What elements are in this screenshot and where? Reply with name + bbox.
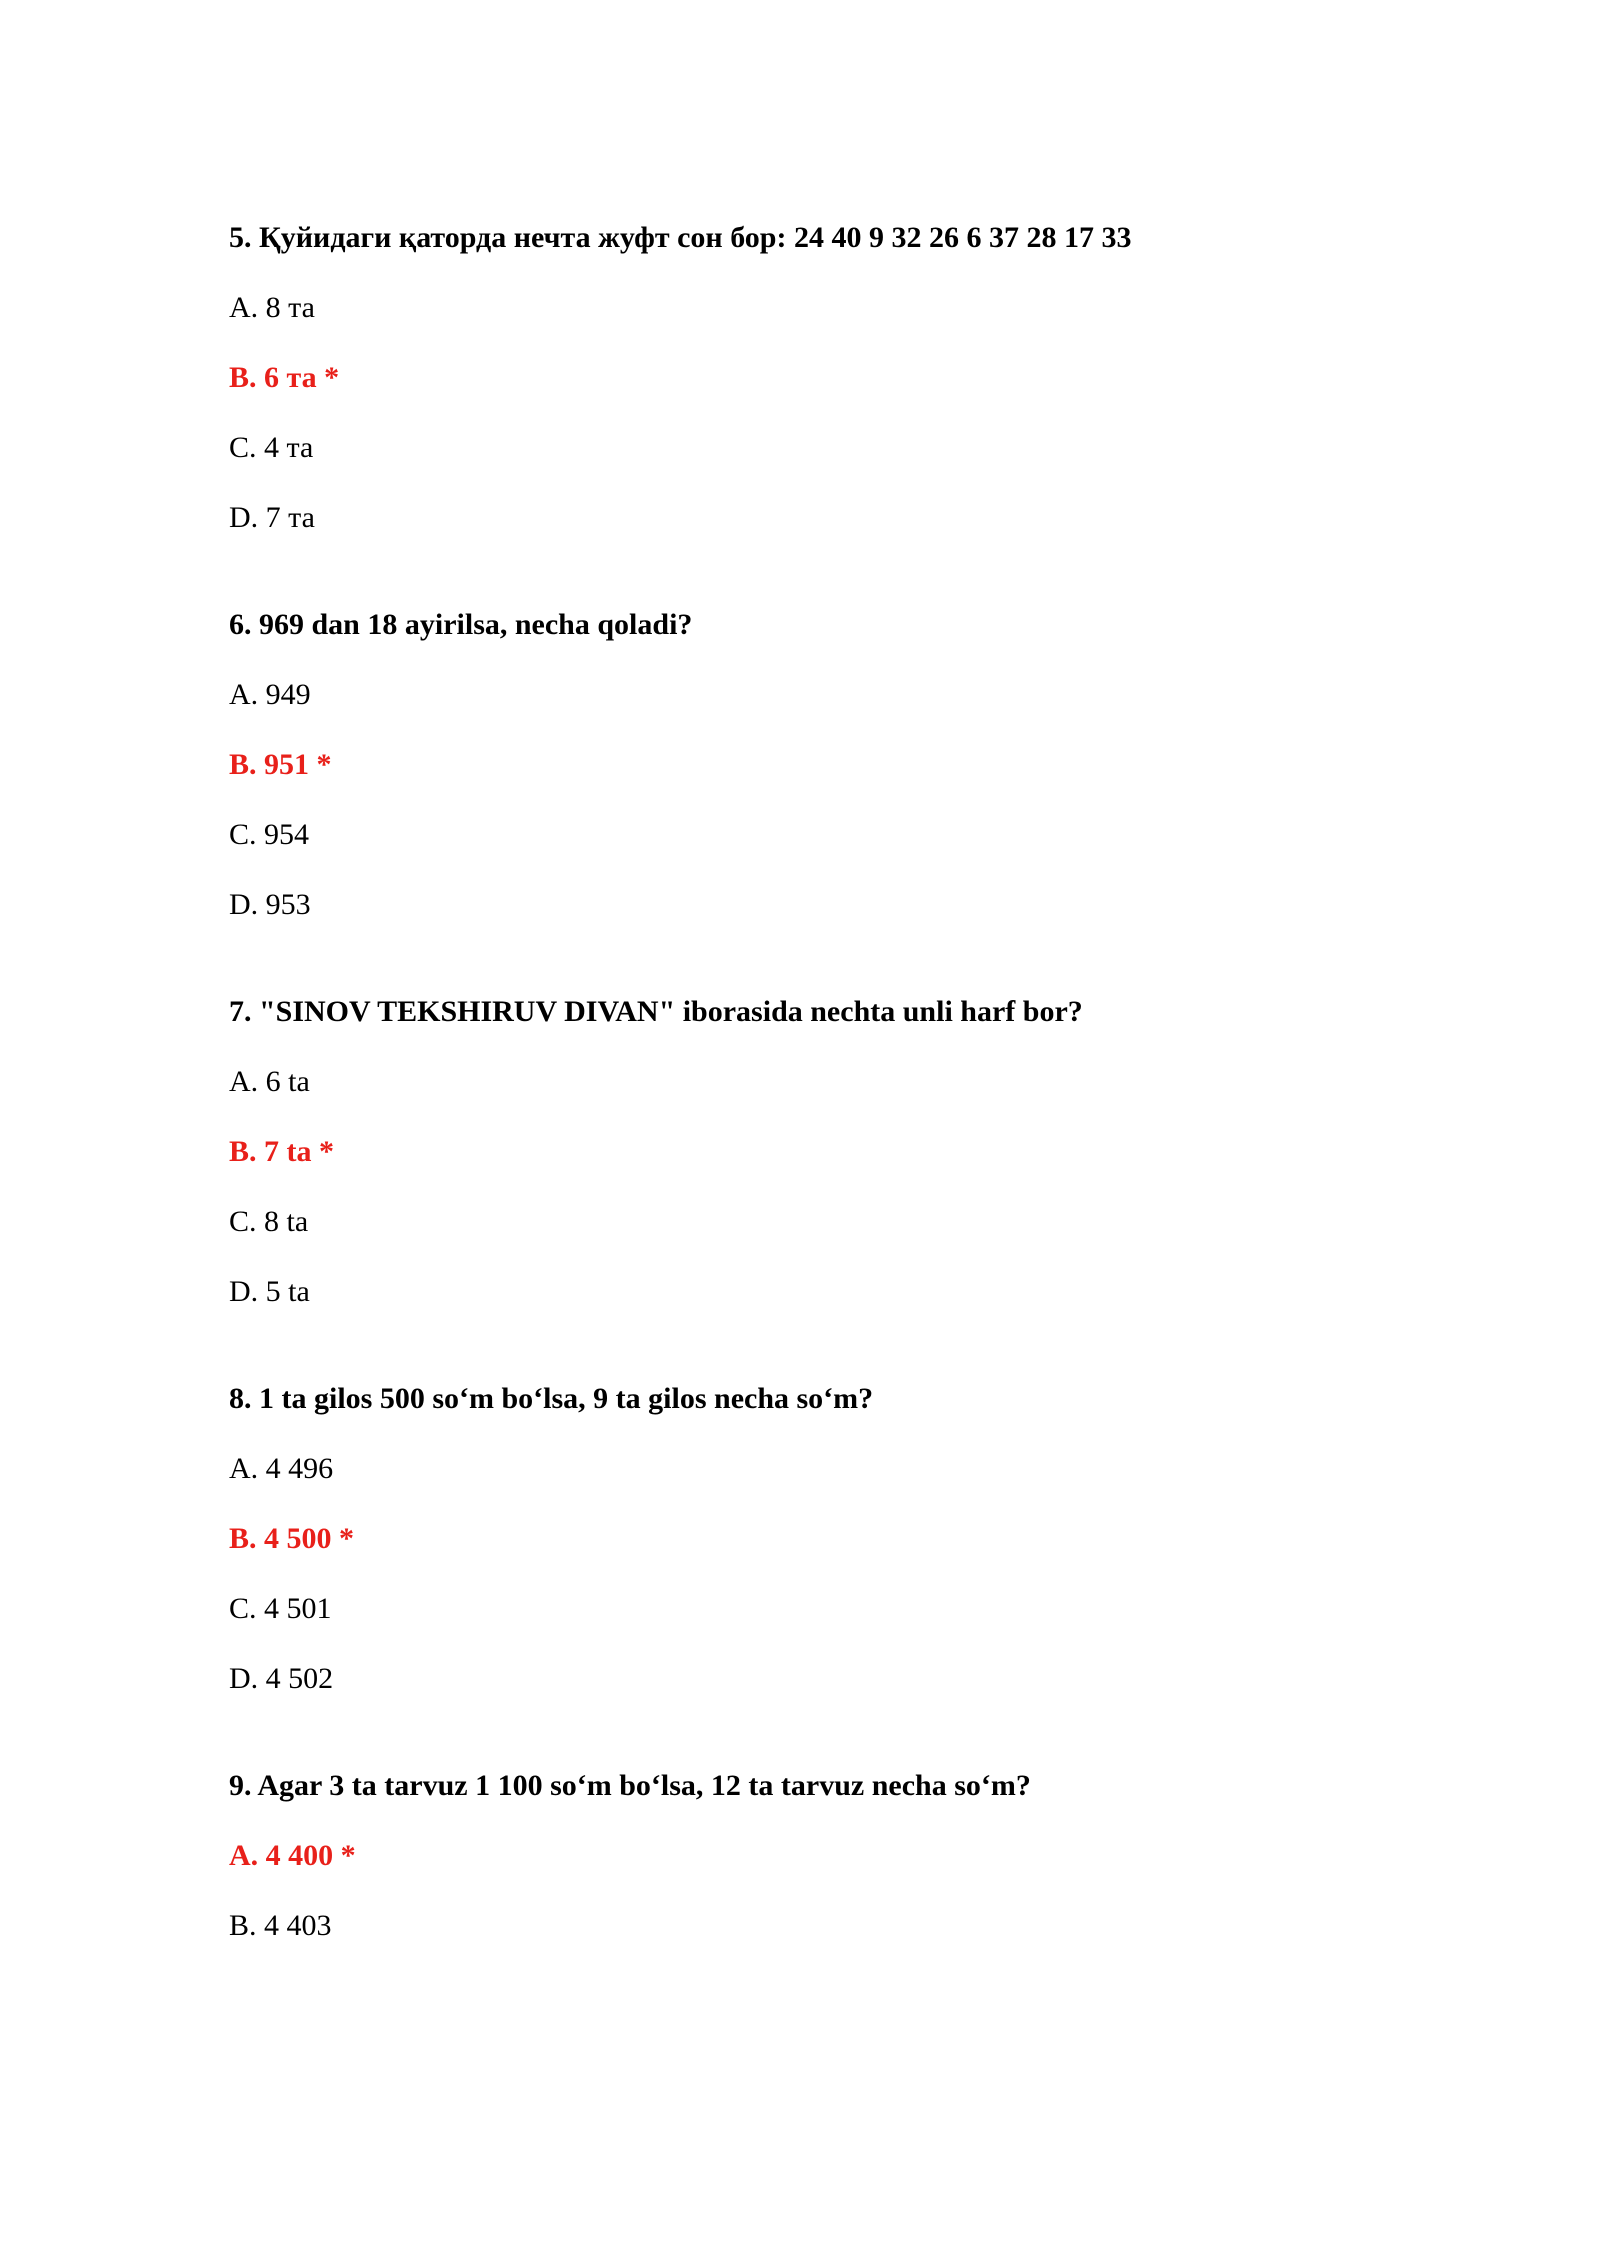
option-a: A. 6 ta xyxy=(229,1065,310,1098)
question-9 xyxy=(229,1766,1429,1946)
question-6 xyxy=(229,605,1429,925)
option-a-correct: A. 4 400 * xyxy=(229,1839,356,1872)
option-a: A. 949 xyxy=(229,678,311,711)
question-8 xyxy=(229,1379,1429,1699)
option-b-correct: B. 951 * xyxy=(229,748,332,781)
question-title: 6. 969 dan 18 ayirilsa, necha qoladi? xyxy=(229,608,693,641)
option-c: C. 954 xyxy=(229,818,310,851)
option-b-correct: B. 7 ta * xyxy=(229,1135,334,1168)
option-d: D. 4 502 xyxy=(229,1662,334,1695)
question-7 xyxy=(229,992,1429,1312)
option-b-correct: B. 4 500 * xyxy=(229,1522,355,1555)
option-b-correct: B. 6 та * xyxy=(229,361,340,394)
option-c: C. 8 ta xyxy=(229,1205,309,1238)
option-a: A. 8 та xyxy=(229,291,315,324)
option-d: D. 5 ta xyxy=(229,1275,310,1308)
option-d: D. 7 та xyxy=(229,501,315,534)
option-b: B. 4 403 xyxy=(229,1909,332,1942)
question-5 xyxy=(229,218,1429,538)
question-title: 5. Қуйидаги қаторда нечта жуфт сон бор: 24 40 9 32 26 6 37 28 17 33 xyxy=(229,221,1132,254)
question-title: 7. "SINOV TEKSHIRUV DIVAN" iborasida nechta unli harf bor? xyxy=(229,995,1083,1028)
option-c: C. 4 501 xyxy=(229,1592,332,1625)
quiz-page xyxy=(229,218,1429,2013)
question-title: 8. 1 ta gilos 500 so‘m bo‘lsa, 9 ta gilos necha so‘m? xyxy=(229,1382,874,1415)
question-title: 9. Agar 3 ta tarvuz 1 100 so‘m bo‘lsa, 12 ta tarvuz necha so‘m? xyxy=(229,1769,1031,1802)
option-d: D. 953 xyxy=(229,888,311,921)
option-c: C. 4 та xyxy=(229,431,314,464)
option-a: A. 4 496 xyxy=(229,1452,334,1485)
